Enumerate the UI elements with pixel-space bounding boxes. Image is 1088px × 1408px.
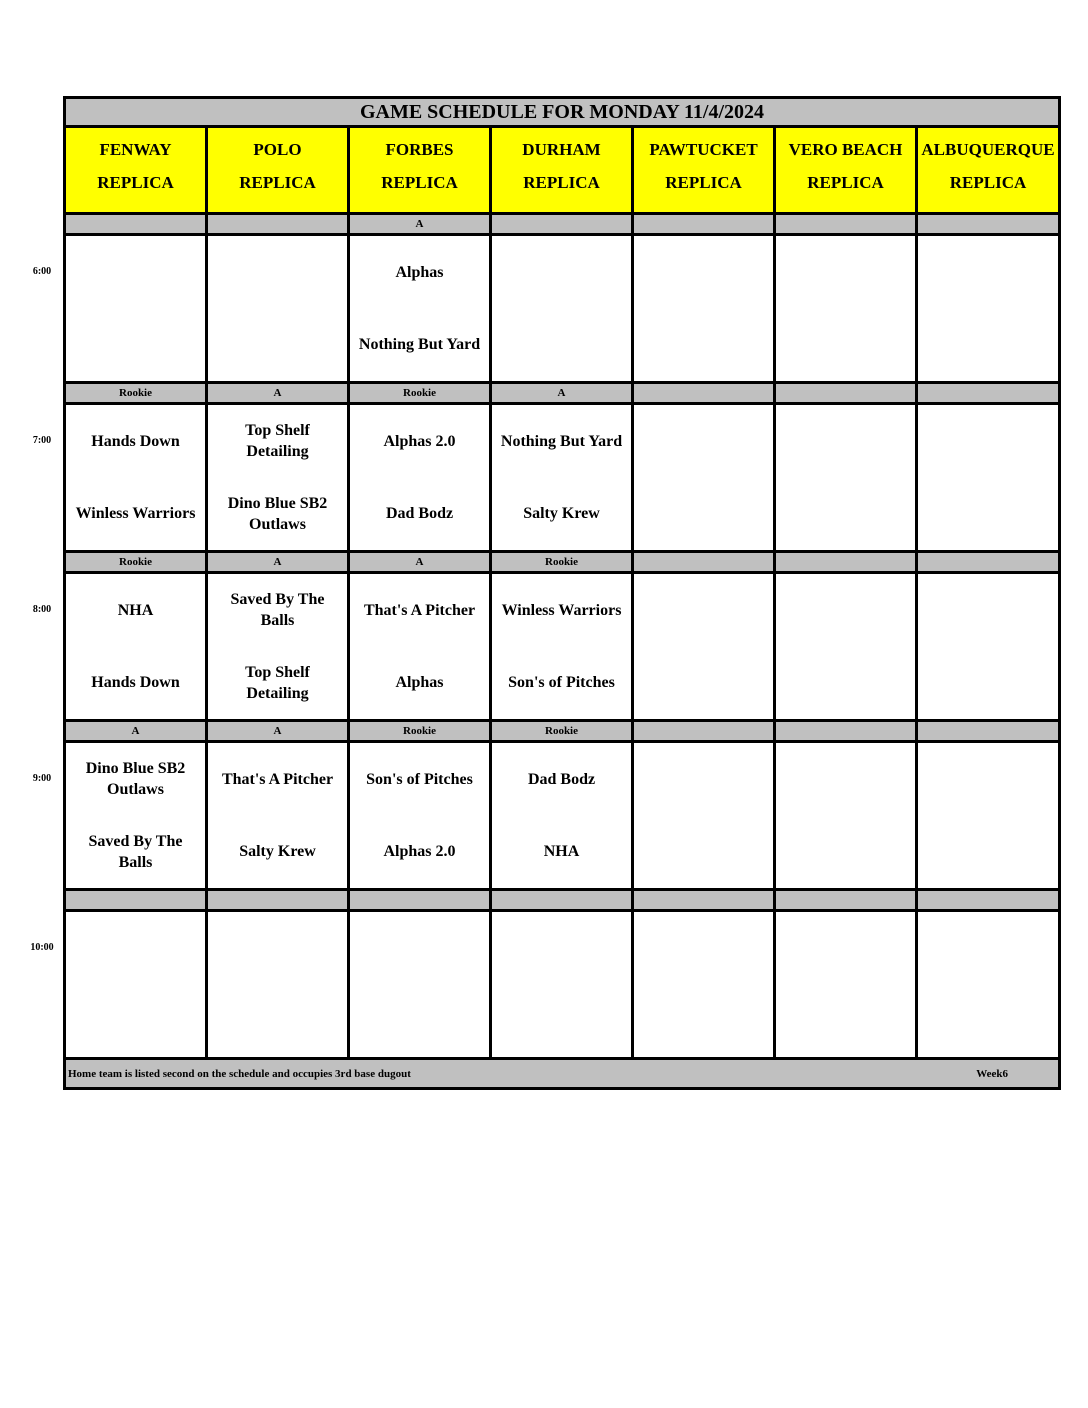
division-label: A (208, 722, 350, 740)
away-team (776, 236, 915, 309)
game-cell (66, 236, 208, 381)
game-cell (66, 574, 208, 719)
division-label: A (66, 722, 208, 740)
division-label (66, 891, 208, 909)
division-label (66, 215, 208, 233)
field-subtitle: REPLICA (949, 173, 1027, 192)
field-header-forbes (350, 128, 492, 212)
game-cell (634, 574, 776, 719)
division-label (492, 891, 634, 909)
division-label (776, 215, 918, 233)
game-cell (66, 405, 208, 550)
game-cell (350, 574, 492, 719)
game-cell (776, 912, 918, 1057)
away-team: That's A Pitcher (221, 770, 334, 788)
away-team (634, 912, 773, 985)
away-team (634, 405, 773, 478)
division-label: Rookie (66, 553, 208, 571)
game-cell (918, 912, 1058, 1057)
division-label: Rookie (350, 384, 492, 402)
time-label: 6:00 (32, 266, 52, 277)
home-team (776, 647, 915, 720)
home-team: Nothing But Yard (358, 336, 481, 354)
game-cell (492, 236, 634, 381)
game-cell (492, 912, 634, 1057)
away-team (918, 236, 1058, 309)
home-team: Dad Bodz (385, 505, 454, 523)
away-team: Dad Bodz (527, 770, 596, 788)
home-team (208, 985, 347, 1058)
home-team: Alphas 2.0 (383, 843, 456, 861)
division-label: A (208, 553, 350, 571)
game-cell (634, 743, 776, 888)
home-team: Son's of Pitches (508, 674, 615, 692)
division-label (208, 891, 350, 909)
game-cell (776, 743, 918, 888)
away-team (208, 912, 347, 985)
division-label (918, 384, 1058, 402)
game-cell (66, 743, 208, 888)
home-team (634, 647, 773, 720)
away-team (492, 236, 631, 309)
division-label: Rookie (350, 722, 492, 740)
home-team (918, 816, 1058, 889)
away-team (776, 405, 915, 478)
game-slot-row (66, 743, 1058, 891)
away-team: Son's of Pitches (366, 770, 473, 788)
field-name: PAWTUCKET (649, 140, 758, 159)
field-name: ALBUQUERQUE (921, 140, 1055, 159)
division-label (918, 553, 1058, 571)
home-team (634, 478, 773, 551)
game-cell (634, 405, 776, 550)
division-label (776, 722, 918, 740)
away-team (634, 236, 773, 309)
game-cell (208, 912, 350, 1057)
field-subtitle: REPLICA (239, 173, 316, 192)
time-label: 7:00 (32, 435, 52, 446)
away-team (918, 912, 1058, 985)
field-subtitle: REPLICA (523, 173, 600, 192)
home-team (634, 309, 773, 382)
away-team (918, 405, 1058, 478)
field-header-pawtucket (634, 128, 776, 212)
field-name: POLO (253, 140, 302, 159)
away-team (66, 236, 205, 309)
away-team (492, 912, 631, 985)
game-cell (918, 743, 1058, 888)
level-row (66, 384, 1058, 405)
division-label (634, 891, 776, 909)
game-cell (492, 743, 634, 888)
field-subtitle: REPLICA (807, 173, 884, 192)
game-cell (492, 405, 634, 550)
game-slot-row (66, 236, 1058, 384)
division-label: Rookie (492, 553, 634, 571)
home-team: Alphas (395, 674, 444, 692)
field-header-albuquerque (918, 128, 1058, 212)
division-label (492, 215, 634, 233)
away-team: Hands Down (91, 432, 180, 450)
footer-row (66, 1060, 1058, 1087)
schedule-title: GAME SCHEDULE FOR MONDAY 11/4/2024 (66, 99, 1058, 128)
home-team (492, 309, 631, 382)
game-cell (208, 405, 350, 550)
game-cell (66, 912, 208, 1057)
game-cell (350, 405, 492, 550)
division-label: A (350, 553, 492, 571)
home-team (918, 309, 1058, 382)
game-cell (776, 574, 918, 719)
home-team (350, 985, 489, 1058)
away-team: NHA (117, 601, 154, 619)
time-slots (66, 215, 1058, 1060)
division-label (634, 722, 776, 740)
home-team: Top Shelf Detailing (245, 663, 310, 702)
division-label (634, 553, 776, 571)
game-slot-row (66, 405, 1058, 553)
game-cell (208, 236, 350, 381)
home-team (918, 478, 1058, 551)
footer-note: Home team is listed second on the schedule and occupies 3rd base dugout (68, 1067, 411, 1080)
away-team: Saved By The Balls (230, 591, 325, 630)
game-cell (208, 574, 350, 719)
away-team (350, 912, 489, 985)
division-label: Rookie (66, 384, 208, 402)
division-label: Rookie (492, 722, 634, 740)
game-cell (492, 574, 634, 719)
level-row (66, 722, 1058, 743)
home-team (492, 985, 631, 1058)
game-cell (634, 236, 776, 381)
division-label (918, 722, 1058, 740)
schedule-table (63, 96, 1061, 1090)
game-cell (634, 912, 776, 1057)
level-row (66, 891, 1058, 912)
away-team: That's A Pitcher (363, 601, 476, 619)
home-team: Salty Krew (523, 505, 600, 523)
away-team (776, 912, 915, 985)
level-row (66, 553, 1058, 574)
field-name: DURHAM (522, 140, 601, 159)
home-team (634, 985, 773, 1058)
division-label (350, 891, 492, 909)
away-team (776, 574, 915, 647)
away-team: Alphas (395, 263, 444, 281)
away-team (208, 236, 347, 309)
away-team: Winless Warriors (501, 601, 622, 619)
field-name: VERO BEACH (788, 140, 903, 159)
time-label: 9:00 (32, 773, 52, 784)
game-cell (208, 743, 350, 888)
division-label (918, 215, 1058, 233)
home-team: Hands Down (91, 674, 180, 692)
home-team (776, 816, 915, 889)
division-label: A (208, 384, 350, 402)
away-team (918, 574, 1058, 647)
game-cell (918, 574, 1058, 719)
game-cell (350, 236, 492, 381)
division-label: A (350, 215, 492, 233)
time-label: 8:00 (32, 604, 52, 615)
division-label (776, 891, 918, 909)
game-cell (350, 743, 492, 888)
game-cell (918, 405, 1058, 550)
away-team: Top Shelf Detailing (245, 422, 310, 461)
away-team (918, 743, 1058, 816)
game-cell (350, 912, 492, 1057)
home-team (66, 985, 205, 1058)
home-team (66, 309, 205, 382)
field-name: FORBES (385, 140, 454, 159)
division-label (634, 215, 776, 233)
away-team (634, 574, 773, 647)
field-header-polo (208, 128, 350, 212)
home-team: NHA (543, 843, 580, 861)
away-team (776, 743, 915, 816)
field-header-fenway (66, 128, 208, 212)
field-subtitle: REPLICA (665, 173, 742, 192)
home-team (208, 309, 347, 382)
game-slot-row (66, 574, 1058, 722)
field-header-row (66, 128, 1058, 215)
field-subtitle: REPLICA (381, 173, 458, 192)
game-cell (776, 236, 918, 381)
field-subtitle: REPLICA (97, 173, 174, 192)
home-team: Winless Warriors (75, 505, 196, 523)
home-team (776, 478, 915, 551)
game-slot-row (66, 912, 1058, 1060)
home-team: Saved By The Balls (88, 832, 183, 871)
division-label (634, 384, 776, 402)
level-row (66, 215, 1058, 236)
division-label (208, 215, 350, 233)
home-team (918, 647, 1058, 720)
away-team: Alphas 2.0 (383, 432, 456, 450)
game-cell (776, 405, 918, 550)
home-team (776, 985, 915, 1058)
away-team: Nothing But Yard (500, 432, 623, 450)
game-cell (918, 236, 1058, 381)
away-team (66, 912, 205, 985)
home-team (776, 309, 915, 382)
field-name: FENWAY (99, 140, 172, 159)
division-label (776, 384, 918, 402)
division-label: A (492, 384, 634, 402)
field-header-vero-beach (776, 128, 918, 212)
time-label: 10:00 (30, 942, 54, 953)
home-team (634, 816, 773, 889)
division-label (918, 891, 1058, 909)
home-team: Salty Krew (239, 843, 316, 861)
away-team: Dino Blue SB2 Outlaws (85, 760, 186, 799)
home-team (918, 985, 1058, 1058)
home-team: Dino Blue SB2 Outlaws (227, 494, 328, 533)
week-label: Week6 (976, 1067, 1008, 1080)
field-header-durham (492, 128, 634, 212)
away-team (634, 743, 773, 816)
division-label (776, 553, 918, 571)
